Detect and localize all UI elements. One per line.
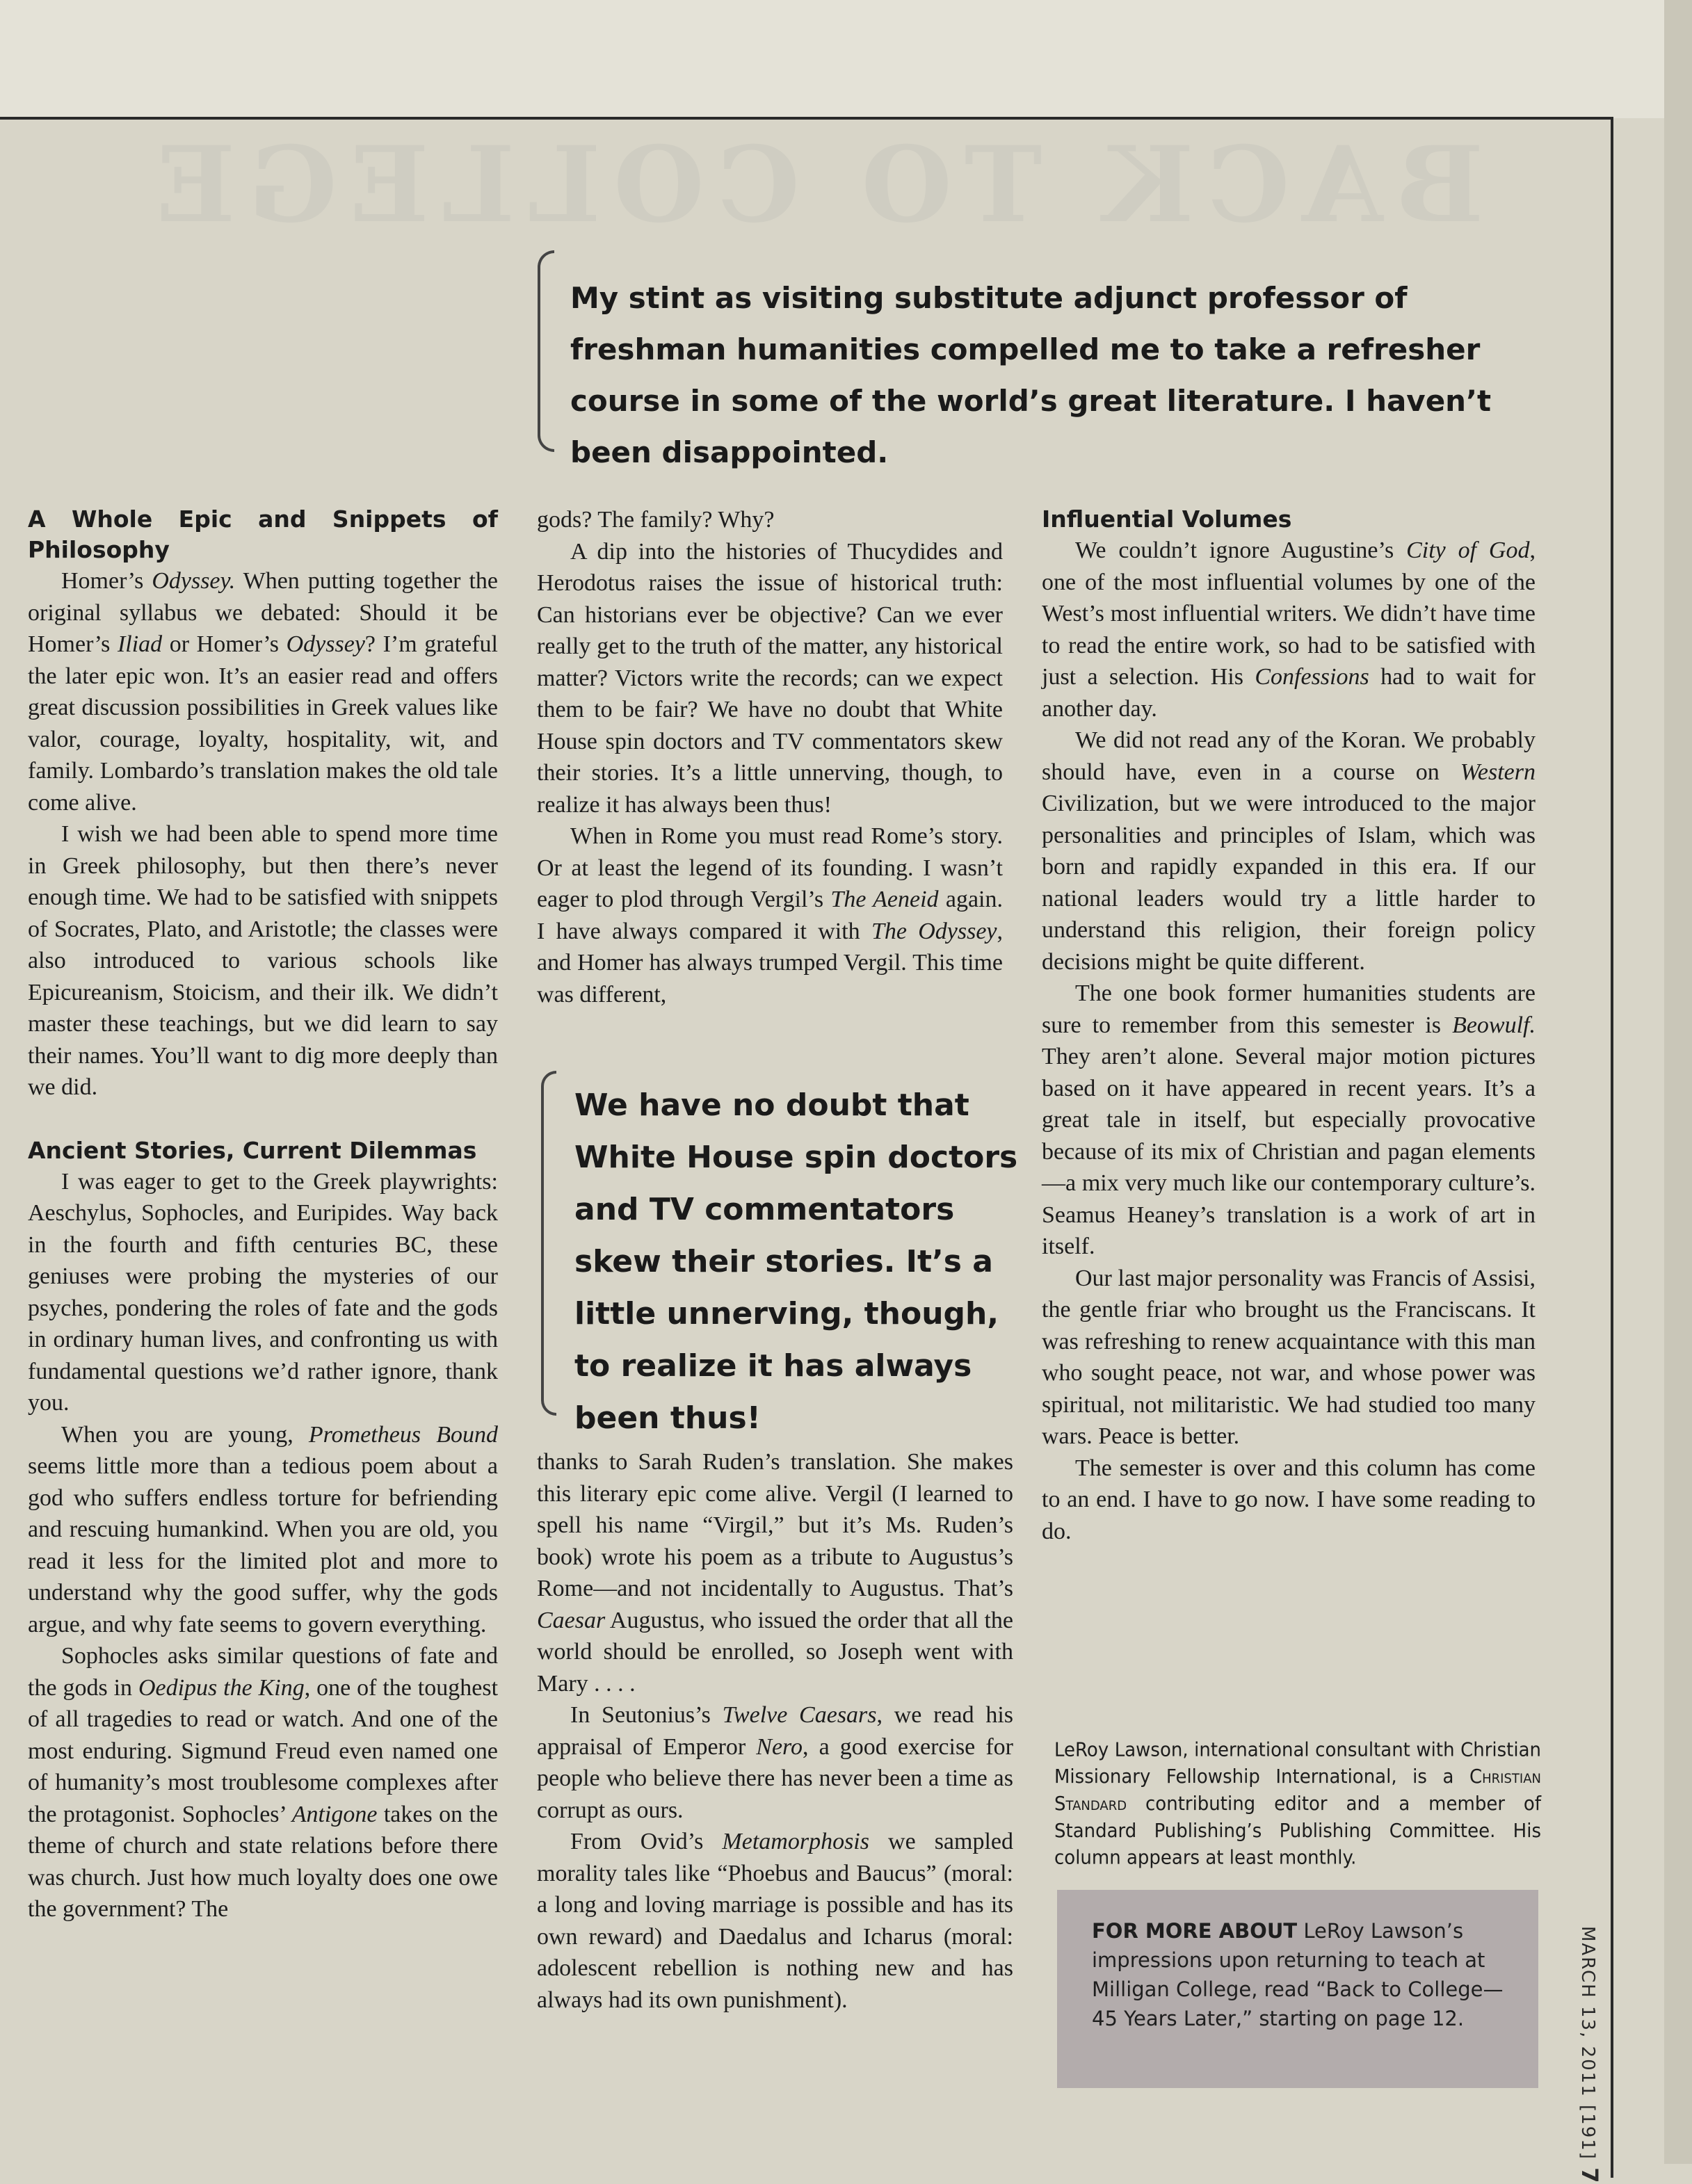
- book-title: Twelve Caesars: [722, 1702, 877, 1728]
- paragraph: [537, 1446, 1013, 1699]
- paragraph: [537, 1699, 1013, 1826]
- text: LeRoy Lawson, international consultant with Christian Missionary Fellowship International, is a: [1054, 1739, 1541, 1788]
- section-heading-epic: A Whole Epic and Snippets of Philosophy: [28, 505, 498, 563]
- column-1: [28, 504, 498, 1925]
- book-title: Beowulf.: [1452, 1012, 1536, 1038]
- paragraph: [28, 565, 498, 818]
- text: or Homer’s: [162, 631, 287, 657]
- header-ghost-title: BACK TO COLLEGE: [143, 124, 1484, 246]
- book-title: Metamorphosis: [722, 1829, 869, 1854]
- paragraph: [28, 1640, 498, 1925]
- emphasis: Western: [1460, 759, 1536, 785]
- book-title: Antigone: [291, 1801, 378, 1827]
- text: Homer’s: [61, 568, 152, 594]
- text: , one of the toughest of all tragedies to read or watch. And one of the most enduring. Sigmund Freud even named one of humanity’s most troublesome complexes after the protagonist. Sophocles’: [28, 1674, 499, 1827]
- pull-quote-mid: [574, 1079, 1020, 1444]
- page-number: 7: [1577, 2167, 1603, 2184]
- paragraph: [537, 1826, 1013, 2016]
- paragraph: I was eager to get to the Greek playwrights: Aeschylus, Sophocles, and Euripides. Way back in the fourth and fifth centuries BC, these geniuses were probing the mysteries of our psyches, pondering the roles of fate and the gods in ordinary human lives, and confronting us with fundamental questions we’d rather ignore, thank you.: [28, 1168, 498, 1416]
- paragraph: [1042, 725, 1536, 978]
- page-edge: [1664, 0, 1692, 2164]
- text: When putting together the original syllabus we debated: Should it be Homer’s: [28, 568, 498, 657]
- book-title: Nero: [756, 1733, 803, 1760]
- text: When you are young,: [61, 1421, 309, 1448]
- paragraph: I wish we had been able to spend more time in Greek philosophy, but then there’s never enough time. We had to be satisfied with snippets of Socrates, Plato, and Aristotle; the classes were also introduced to various schools like Epicureanism, Stoicism, and their ilk. We didn’t master these teachings, but we did learn to say their names. You’ll want to dig more deeply than we did.: [28, 821, 498, 1100]
- text: contributing editor and a member of Standard Publishing’s Publishing Committee. His column appears at least monthly.: [1054, 1793, 1541, 1870]
- column-2-top: [537, 504, 1003, 1010]
- text: ? I’m grateful the later epic won. It’s an easier read and offers great discussion possibilities in Greek values like valor, courage, loyalty, hospitality, wit, and family. Lombardo’s translation makes the old tale come alive.: [28, 631, 498, 816]
- book-title: The Aeneid: [830, 887, 939, 912]
- text: Sophocles asks similar questions of fate and the gods in: [28, 1643, 498, 1701]
- book-title: City of God: [1406, 537, 1530, 563]
- text: , one of the most influential volumes by one of the West’s most influential writers. We didn’t have time to read the entire work, so had to be satisfied with just a selection. His: [1042, 537, 1536, 690]
- text: Augustus, who issued the order that all the world should be enrolled, so Joseph went with Mary . . . .: [537, 1607, 1013, 1697]
- paragraph: Our last major personality was Francis of Assisi, the gentle friar who brought us the Franciscans. It was refreshing to renew acquaintance with this man who sought peace, not war, and whose power was spiritual, not militaristic. We had studied too many wars. Peace is better.: [1042, 1265, 1536, 1449]
- top-margin: [0, 0, 1692, 118]
- text: We couldn’t ignore Augustine’s: [1075, 537, 1407, 563]
- text: When in Rome you must read Rome’s story. Or at least the legend of its founding. I wasn’t eager to plod through Vergil’s: [537, 823, 1003, 912]
- paragraph: [537, 820, 1003, 1010]
- text: They aren’t alone. Several major motion pictures based on it have appeared in recent years. It’s a great tale in itself, but especially provocative because of its mix of Christian and pagan elements—a mix very much like our contemporary culture’s. Seamus Heaney’s translation is a work of art in itself.: [1042, 1044, 1536, 1259]
- paragraph: [1042, 535, 1536, 725]
- for-more-box: [1057, 1890, 1538, 2088]
- column-3: [1042, 504, 1536, 1547]
- book-title: Odyssey.: [152, 568, 236, 594]
- book-title: Odyssey: [286, 631, 365, 657]
- magazine-name: Christian Standard: [1054, 1766, 1541, 1815]
- section-heading-ancient: Ancient Stories, Current Dilemmas: [28, 1136, 477, 1164]
- text: In Seutonius’s: [570, 1702, 723, 1728]
- text: we sampled morality tales like “Phoebus and Baucus” (moral: a long and loving marriage is possible and has its own reward) and Daedalus and Icharus (moral: adolescent rebellion is nothing new and has always had its own punishment).: [537, 1829, 1013, 2013]
- text: , and Homer has always trumped Vergil. This time was different,: [537, 918, 1003, 1008]
- pull-quote-top-bracket: [538, 250, 554, 452]
- text: We did not read any of the Koran. We probably should have, even in a course on: [1042, 727, 1536, 785]
- pull-quote-top-text: My stint as visiting substitute adjunct professor of freshman humanities compelled me to take a refresher course in some of the world’s great literature. I haven’t been disappointed.: [570, 281, 1492, 469]
- for-more-lead: FOR MORE ABOUT: [1092, 1919, 1298, 1943]
- text: again. I have always compared it with: [537, 887, 1003, 944]
- paragraph: [28, 1419, 498, 1641]
- text: had to wait for another day.: [1042, 664, 1536, 722]
- pull-quote-mid-text: We have no doubt that White House spin doctors and TV commentators skew their stories. It’s a little unnerving, though, to realize it has always been thus!: [574, 1087, 1018, 1436]
- section-heading-influential: Influential Volumes: [1042, 505, 1292, 533]
- paragraph: gods? The family? Why?: [537, 507, 775, 533]
- text: The one book former humanities students are sure to remember from this semester is: [1042, 980, 1536, 1038]
- book-title: Prometheus Bound: [308, 1421, 499, 1448]
- pull-quote-mid-bracket: [541, 1071, 556, 1416]
- text: Civilization, but we were introduced to the major personalities and principles of Islam, which was born and rapidly expanded in this era. If our national leaders would try a little harder to understand this religion, their foreign policy decisions might be quite different.: [1042, 791, 1536, 975]
- column-2-bottom: [537, 1446, 1013, 2016]
- text: , a good exercise for people who believe there has never been a time as corrupt as ours.: [537, 1733, 1013, 1823]
- text: seems little more than a tedious poem about a god who suffers endless torture for befriending and rescuing humankind. When you are old, you read it less for the limited plot and more to understand why the good suffer, why the gods argue, and why fate seems to govern everything.: [28, 1453, 498, 1637]
- book-title: Caesar: [537, 1607, 606, 1633]
- footer-date: MARCH 13, 2011 [191]: [1577, 1926, 1598, 2168]
- book-title: Iliad: [117, 631, 163, 657]
- paragraph: [1042, 978, 1536, 1263]
- text: thanks to Sarah Ruden’s translation. She makes this literary epic come alive. Vergil (I learned to spell his name “Virgil,” but it’s Ms. Ruden’s book) wrote his poem as a tribute to Augustus’s Rome—and not incidentally to Augustus. That’s: [537, 1449, 1013, 1601]
- book-title: The Odyssey: [871, 918, 997, 944]
- paragraph: A dip into the histories of Thucydides and Herodotus raises the issue of historical truth: Can historians ever be objective? Can we ever really get to the truth of the matter, any historical matter? Victors write the records; can we expect them to be fair? We have no doubt that White House spin doctors and TV commentators skew their stories. It’s a little unnerving, though, to realize it has always been thus!: [537, 538, 1003, 818]
- for-more-text: [1092, 1916, 1516, 2033]
- book-title: Confessions: [1255, 664, 1369, 690]
- text: , we read his appraisal of Emperor: [537, 1702, 1014, 1760]
- pull-quote-top: [570, 273, 1551, 478]
- text: takes on the theme of church and state relations before there was church. Just how much loyalty does one owe the government? The: [28, 1801, 498, 1922]
- book-title: Oedipus the King: [138, 1674, 305, 1701]
- page-footer: [1577, 1926, 1603, 2184]
- paragraph: The semester is over and this column has come to an end. I have to go now. I have some reading to do.: [1042, 1455, 1536, 1544]
- text: LeRoy Lawson’s impressions upon returning to teach at Milligan College, read “Back to College—45 Years Later,” starting on page 12.: [1092, 1919, 1504, 2030]
- text: From Ovid’s: [570, 1829, 723, 1854]
- author-bio: [1054, 1737, 1541, 1872]
